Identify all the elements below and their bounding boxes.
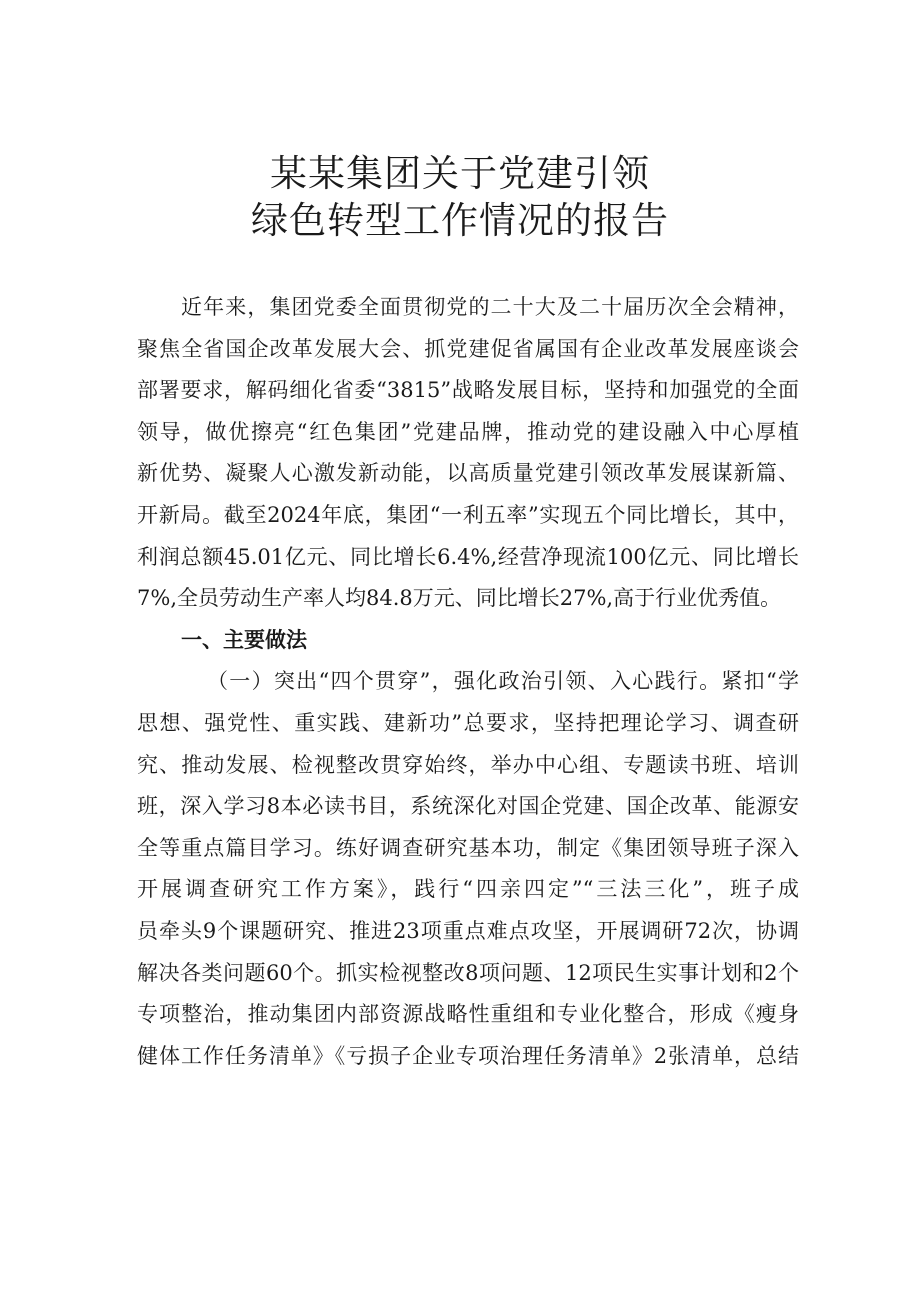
section-line: 员牵头9个课题研究、推进23项重点难点攻坚，开展调研72次，协调 (137, 918, 799, 943)
intro-line: 近年来，集团党委全面贯彻党的二十大及二十届历次全会精神， (181, 295, 799, 319)
document-title (0, 150, 920, 244)
title-line-2: 绿色转型工作情况的报告 (251, 199, 669, 242)
intro-line: 7%,全员劳动生产率人均84.8万元、同比增长27%,高于行业优秀值。 (137, 586, 782, 611)
section-heading: 一、主要做法 (181, 627, 307, 652)
intro-line: 部署要求，解码细化省委“3815”战略发展目标，坚持和加强党的全面 (137, 378, 799, 403)
intro-line: 聚焦全省国企改革发展大会、抓党建促省属国有企业改革发展座谈会 (137, 336, 799, 361)
section-line: 开展调查研究工作方案》，践行“四亲四定”“三法三化”，班子成 (137, 877, 799, 902)
intro-line: 领导，做优擦亮“红色集团”党建品牌，推动党的建设融入中心厚植 (137, 419, 799, 444)
section-line: 健体工作任务清单》《亏损子企业专项治理任务清单》2张清单，总结 (137, 1043, 799, 1068)
section-line: （一）突出“四个贯穿”，强化政治引领、入心践行。紧扣“学 (207, 669, 799, 694)
intro-line: 新优势、凝聚人心激发新动能，以高质量党建引领改革发展谋新篇、 (137, 461, 799, 486)
section-line: 究、推动发展、检视整改贯穿始终，举办中心组、专题读书班、培训 (137, 752, 799, 777)
intro-line: 利润总额45.01亿元、同比增长6.4%,经营净现流100亿元、同比增长 (137, 544, 799, 569)
title-line-1: 某某集团关于党建引领 (270, 152, 650, 195)
section-line: 全等重点篇目学习。练好调查研究基本功，制定《集团领导班子深入 (137, 835, 799, 860)
section-line: 班，深入学习8本必读书目，系统深化对国企党建、国企改革、能源安 (137, 794, 799, 819)
section-line: 思想、强党性、重实践、建新功”总要求，坚持把理论学习、调查研 (137, 710, 799, 735)
section-line: 解决各类问题60个。抓实检视整改8项问题、12项民生实事计划和2个 (137, 960, 799, 985)
document-body (137, 287, 799, 1077)
intro-line: 开新局。截至2024年底，集团“一利五率”实现五个同比增长，其中， (137, 502, 799, 527)
section-line: 专项整治，推动集团内部资源战略性重组和专业化整合，形成《瘦身 (137, 1002, 799, 1027)
